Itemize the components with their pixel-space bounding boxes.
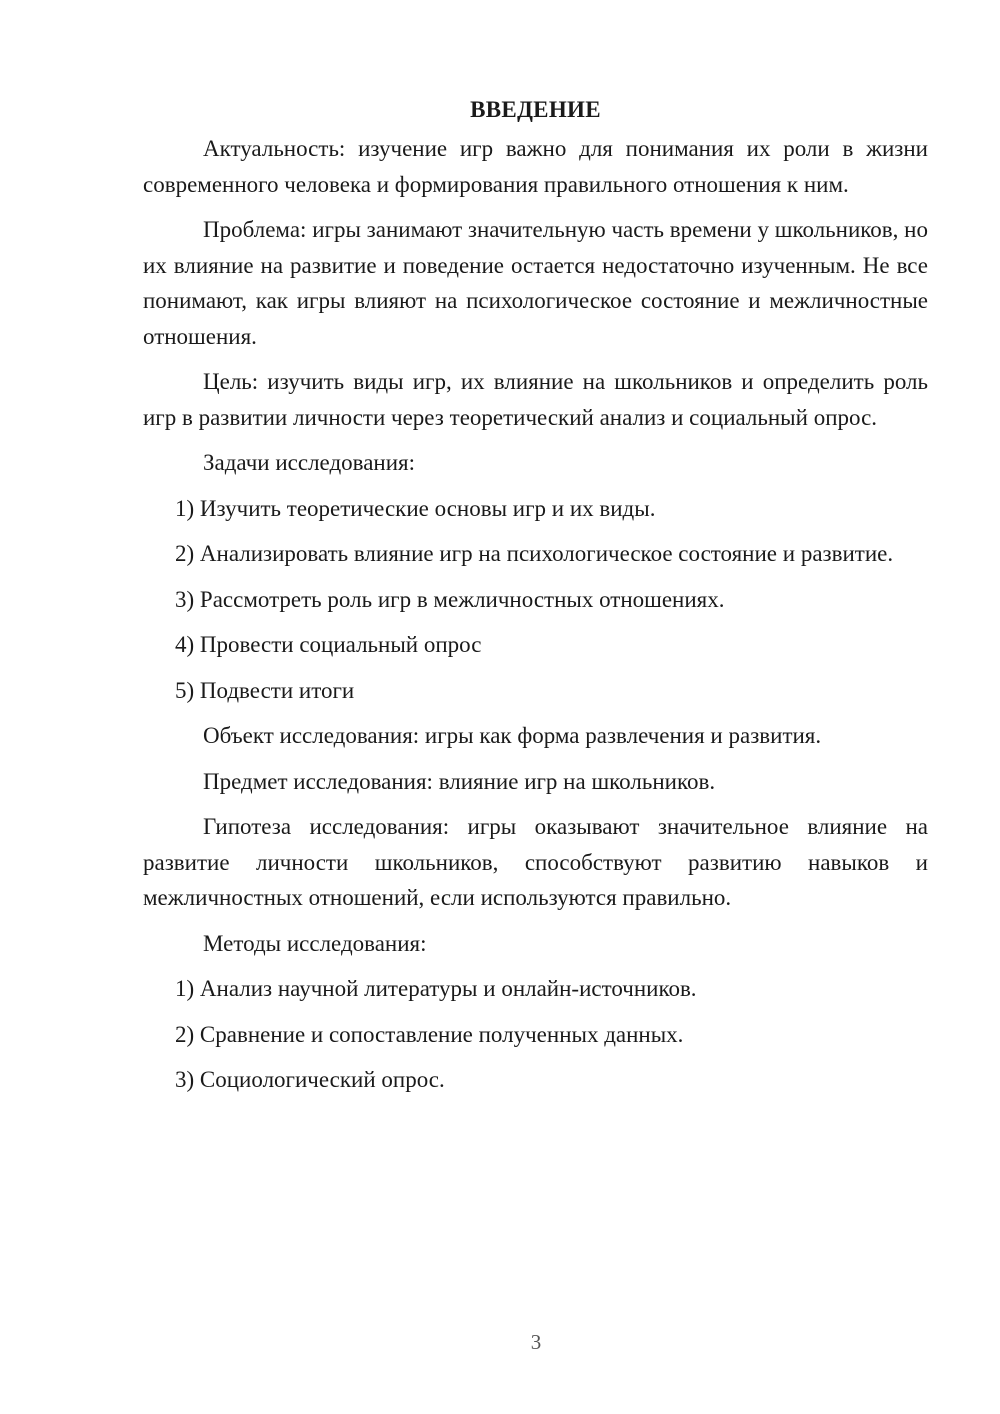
tasks-heading: Задачи исследования: bbox=[203, 450, 416, 475]
tasks-list bbox=[143, 491, 928, 709]
list-item: 3) Рассмотреть роль игр в межличностных отношениях. bbox=[175, 586, 725, 612]
paragraph-object: Объект исследования: игры как форма развлечения и развития. bbox=[203, 723, 822, 748]
document-page bbox=[143, 92, 928, 1108]
page-number: 3 bbox=[530, 1330, 542, 1354]
list-item: 1) Анализ научной литературы и онлайн-источников. bbox=[175, 976, 697, 1001]
list-item: 1) Изучить теоретические основы игр и их виды. bbox=[175, 495, 656, 521]
paragraph-relevance: Актуальность: изучение игр важно для понимания их роли в жизни современного человека и формирования правильного отношения к ним. bbox=[143, 136, 928, 197]
list-item: 4) Провести социальный опрос bbox=[175, 632, 482, 657]
list-item: 2) Анализировать влияние игр на психологическое состояние и развитие. bbox=[175, 541, 894, 566]
paragraph-goal: Цель: изучить виды игр, их влияние на школьников и определить роль игр в развитии личности через теоретический анализ и социальный опрос. bbox=[143, 369, 928, 430]
list-item: 2) Сравнение и сопоставление полученных данных. bbox=[175, 1021, 684, 1047]
list-item: 5) Подвести итоги bbox=[175, 677, 355, 703]
list-item: 3) Социологический опрос. bbox=[175, 1067, 445, 1092]
methods-heading: Методы исследования: bbox=[203, 930, 427, 956]
page-title: ВВЕДЕНИЕ bbox=[470, 97, 601, 122]
paragraph-hypothesis: Гипотеза исследования: игры оказывают значительное влияние на развитие личности школьников, способствуют развитию навыков и межличностных отношений, если используются правильно. bbox=[143, 814, 928, 910]
methods-list bbox=[143, 971, 928, 1098]
paragraph-problem: Проблема: игры занимают значительную часть времени у школьников, но их влияние на развитие и поведение остается недостаточно изученным. Не все понимают, как игры влияют на психологическое состояние и межличностные отношения. bbox=[143, 217, 928, 349]
paragraph-subject: Предмет исследования: влияние игр на школьников. bbox=[203, 768, 716, 794]
